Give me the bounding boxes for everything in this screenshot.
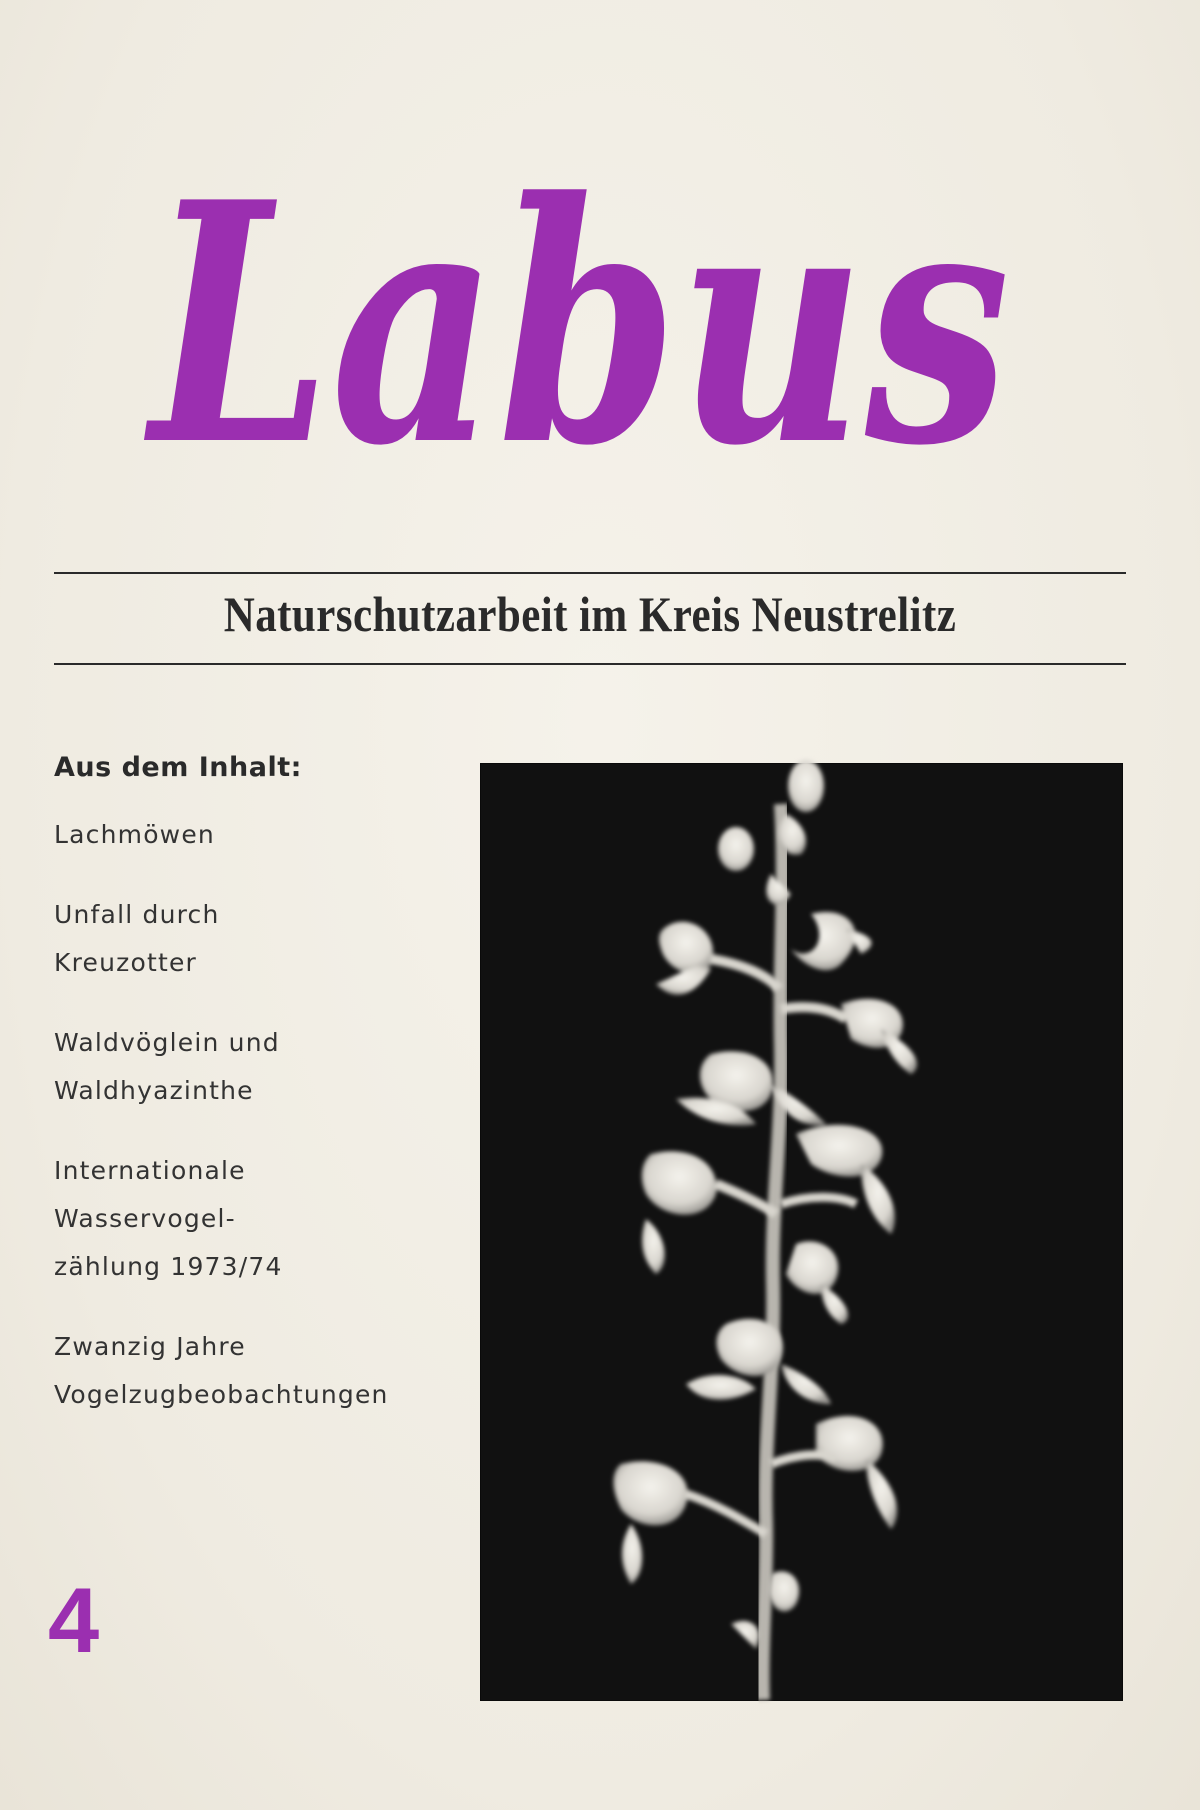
masthead-title: Labus bbox=[141, 130, 1010, 518]
contents-item: Unfall durch Kreuzotter bbox=[54, 900, 220, 977]
subtitle: Naturschutzarbeit im Kreis Neustrelitz bbox=[223, 586, 957, 642]
orchid-bud bbox=[718, 827, 754, 871]
subtitle-rule-bottom bbox=[54, 663, 1126, 665]
orchid-illustration bbox=[481, 764, 1122, 1700]
contents-item: Internationale Wasservogel- zählung 1973/74 bbox=[54, 1156, 283, 1281]
table-of-contents bbox=[54, 752, 434, 1451]
masthead bbox=[140, 110, 1020, 518]
contents-heading: Aus dem Inhalt: bbox=[54, 752, 302, 783]
orchid-bud bbox=[788, 760, 824, 812]
contents-item: Zwanzig Jahre Vogelzugbeobachtungen bbox=[54, 1332, 389, 1409]
contents-list bbox=[54, 811, 434, 1419]
subtitle-rule-top bbox=[54, 572, 1126, 574]
orchid-flower bbox=[816, 1416, 883, 1471]
contents-item: Waldvöglein und Waldhyazinthe bbox=[54, 1028, 280, 1105]
orchid-photo bbox=[481, 764, 1122, 1700]
masthead-logo bbox=[140, 110, 1020, 518]
contents-item: Lachmöwen bbox=[54, 820, 215, 849]
photo-background bbox=[481, 764, 1122, 1700]
issue-number: 4 bbox=[48, 1570, 100, 1672]
